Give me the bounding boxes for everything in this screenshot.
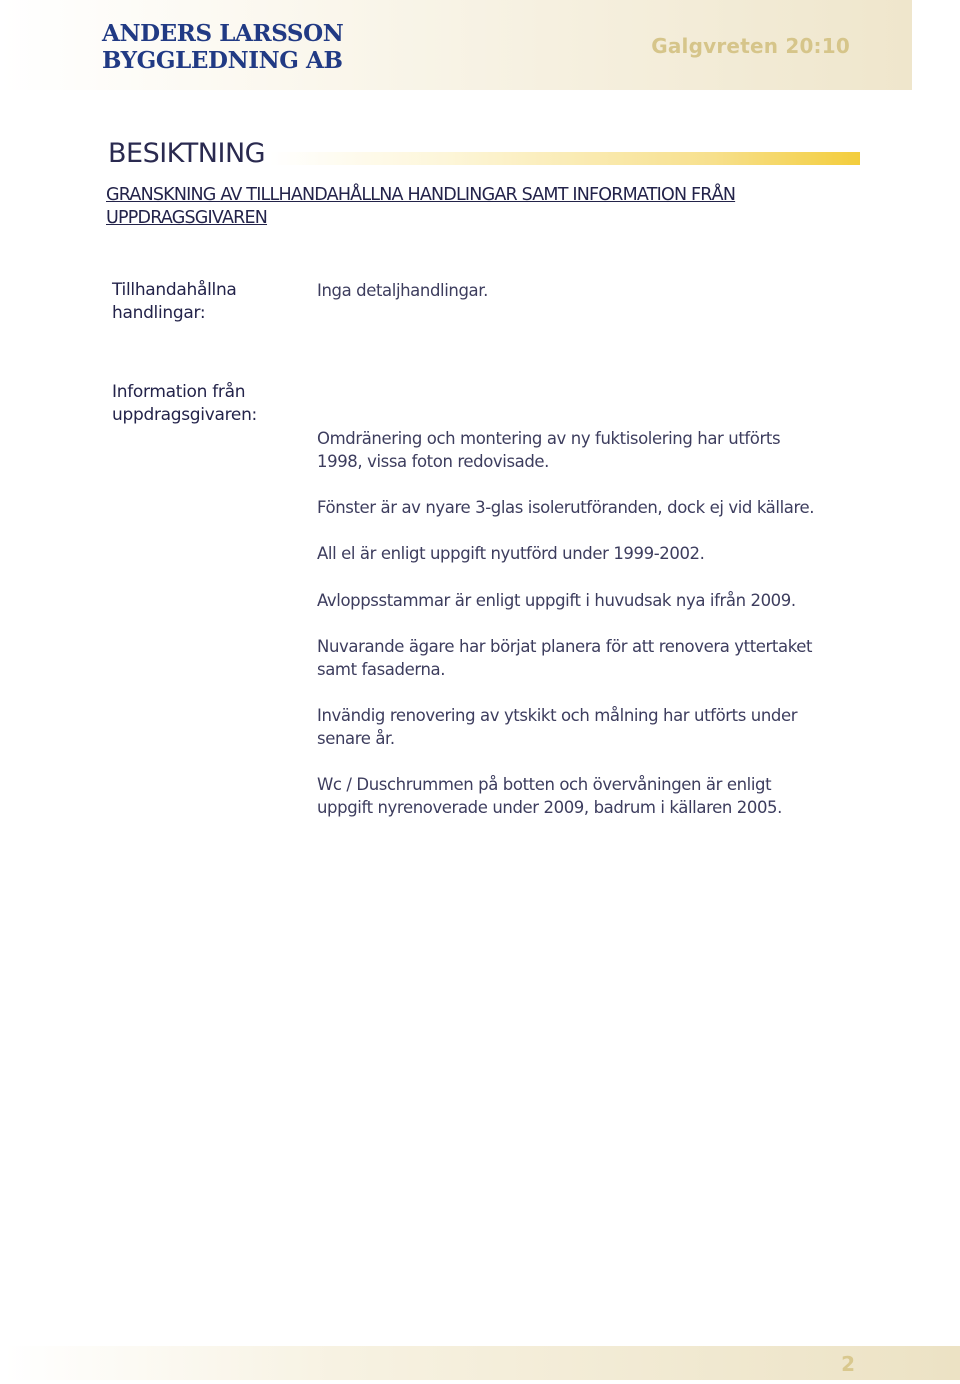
- footer-band: [4, 1346, 960, 1380]
- info-item-0: [317, 427, 877, 473]
- page-title: BESIKTNING: [108, 138, 266, 169]
- info-item-4-line-2: samt fasaderna.: [317, 660, 446, 679]
- info-item-6: [317, 773, 877, 819]
- subtitle-line-2: UPPDRAGSGIVAREN: [106, 208, 268, 228]
- info-item-0-line-2: 1998, vissa foton redovisade.: [317, 452, 550, 471]
- info-item-5-line-2: senare år.: [317, 729, 395, 748]
- info-item-1: [317, 496, 877, 519]
- handlingar-label: [112, 279, 302, 325]
- handlingar-label-line-1: Tillhandahållna: [112, 280, 237, 300]
- info-label-line-2: uppdragsgivaren:: [112, 405, 257, 425]
- handlingar-value: Inga detaljhandlingar.: [317, 281, 488, 300]
- info-item-6-line-2: uppgift nyrenoverade under 2009, badrum i källaren 2005.: [317, 798, 782, 817]
- company-logo: [102, 20, 343, 74]
- info-item-5-line-1: Invändig renovering av ytskikt och målning har utförts under: [317, 706, 798, 725]
- subtitle-line-1: GRANSKNING AV TILLHANDAHÅLLNA HANDLINGAR SAMT INFORMATION FRÅN: [106, 185, 736, 205]
- info-item-3: [317, 589, 877, 612]
- info-item-5: [317, 704, 877, 750]
- info-item-3-line-1: Avloppsstammar är enligt uppgift i huvudsak nya ifrån 2009.: [317, 591, 796, 610]
- info-item-4-line-1: Nuvarande ägare har börjat planera för att renovera yttertaket: [317, 637, 813, 656]
- info-item-6-line-1: Wc / Duschrummen på botten och övervåningen är enligt: [317, 775, 772, 794]
- logo-line-2: BYGGLEDNING AB: [102, 47, 343, 74]
- logo-line-1: ANDERS LARSSON: [102, 20, 344, 47]
- section-subtitle: [106, 184, 866, 230]
- info-label-line-1: Information från: [112, 382, 246, 402]
- info-item-1-line-1: Fönster är av nyare 3-glas isolerutföranden, dock ej vid källare.: [317, 498, 815, 517]
- page-number: 2: [841, 1352, 855, 1376]
- info-item-0-line-1: Omdränering och montering av ny fuktisolering har utförts: [317, 429, 781, 448]
- info-label: [112, 381, 302, 427]
- title-accent-bar: [270, 152, 860, 165]
- info-item-2-line-1: All el är enligt uppgift nyutförd under 1999-2002.: [317, 544, 705, 563]
- info-item-4: [317, 635, 877, 681]
- info-item-2: [317, 542, 877, 565]
- handlingar-label-line-2: handlingar:: [112, 303, 206, 323]
- property-reference: Galgvreten 20:10: [651, 34, 850, 58]
